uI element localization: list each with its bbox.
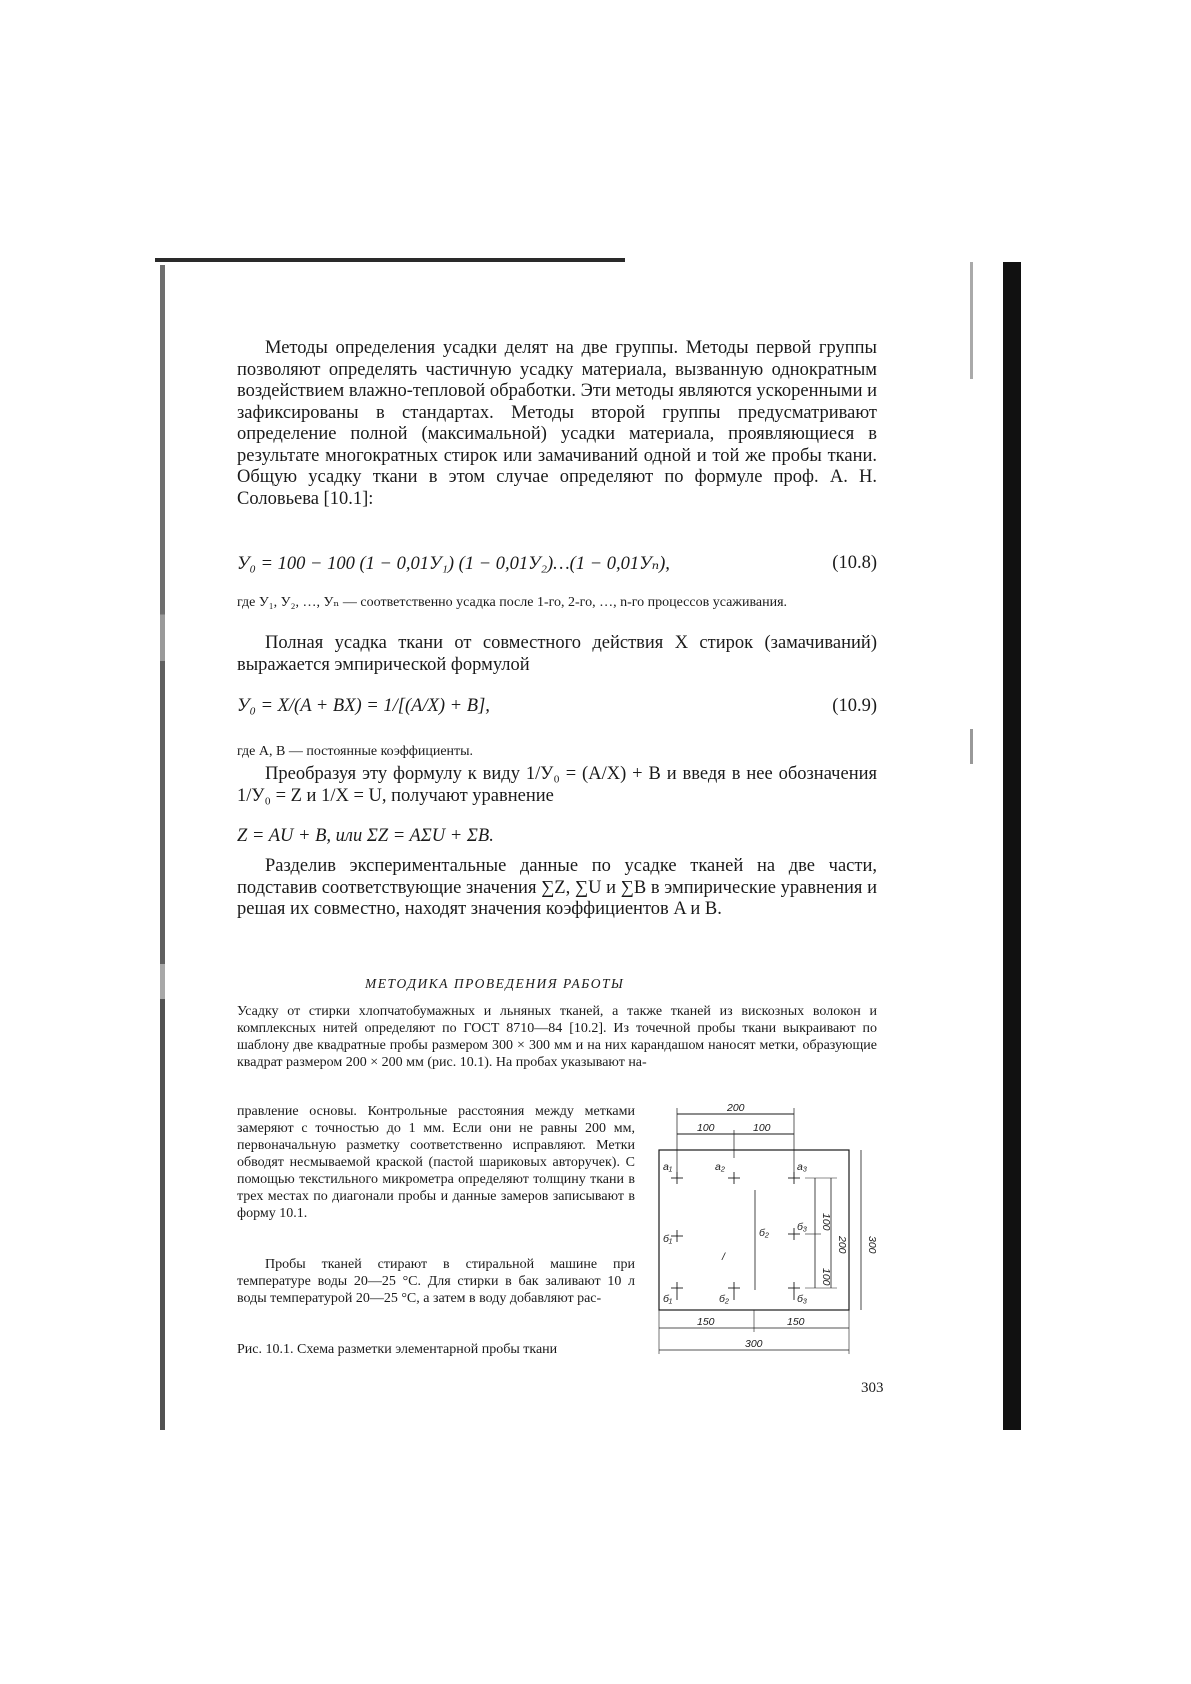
figure-sample-marking <box>655 1100 885 1360</box>
mark-a3-label: a₃ <box>797 1161 808 1173</box>
paragraph-intro: Методы определения усадки делят на две группы. Методы первой группы позволяют определять частичную усадку материала, вызванную однократным воздействием влажно-тепловой обработки. Эти методы являются ускоренными и зафиксированы в стандартах. Методы второй группы предусматривают определение полной (максимальной) усадки материала, проявляющиеся в результате многократных стирок или замачиваний одной и той же пробы ткани. Общую усадку ткани в этом случае определяют по формуле проф. А. Н. Соловьева [10.1]: <box>237 338 878 509</box>
note-equation-10-9: где A, B — постоянные коэффициенты. <box>237 744 474 759</box>
method-left-column-2: Пробы тканей стирают в стиральной машине при температуре воды 20—25 °C. Для стирки в бак заливают 10 л воды температурой 20—25 °C, а затем в воду добавляют рас- <box>237 1257 635 1306</box>
equation-10-8 <box>237 553 877 575</box>
method-intro: Усадку от стирки хлопчатобумажных и льняных тканей, а также тканей из вискозных волокон и комплексных нитей определяют по ГОСТ 8710—84 [10.2]. Из точечной пробы ткани выкраивают по шаблону две квадратные пробы размером 300 × 300 мм и на них карандашом наносят метки, образующие квадрат размером 200 × 200 мм (рис. 10.1). На пробах указывают на- <box>237 1004 877 1070</box>
equation-10-9-body: У₀ = X/(A + BX) = 1/[(A/X) + B], <box>237 696 490 716</box>
equation-linear: Z = AU + B, или ΣZ = AΣU + ΣB. <box>237 826 494 846</box>
paragraph-solve: Разделив экспериментальные данные по усадке тканей на две части, подставив соответствующие значения ∑Z, ∑U и ∑B в эмпирические уравнения и решая их совместно, находят значения коэффициентов A и B. <box>237 856 877 919</box>
mark-cross-b1 <box>671 1230 683 1242</box>
equation-10-9-number: (10.9) <box>832 696 877 716</box>
scan-artifact-left-edge <box>160 265 165 1430</box>
dim-bottom-label: 300 <box>745 1338 763 1350</box>
mark-cross-c1 <box>671 1282 683 1300</box>
equation-10-8-number: (10.8) <box>832 553 877 573</box>
mark-cross-a1 <box>671 1172 683 1184</box>
dim-right-mid-label: 200 <box>836 1236 848 1254</box>
mark-cross-a3 <box>788 1172 800 1184</box>
dim-right-inner-bottom-label: 100 <box>820 1268 832 1286</box>
mark-c1-label: б₁ <box>663 1293 673 1305</box>
note-equation-10-8: где У₁, У₂, …, Уₙ — соответственно усадка после 1-го, 2-го, …, n-го процессов усаживания. <box>237 595 788 610</box>
mark-c3-label: б₃ <box>797 1293 808 1305</box>
figure-caption: Рис. 10.1. Схема разметки элементарной пробы ткани <box>237 1342 558 1357</box>
scan-artifact-right-edge-inner <box>970 262 973 1430</box>
center-mark-label: / <box>722 1251 725 1263</box>
page-number: 303 <box>861 1380 884 1396</box>
section-heading: МЕТОДИКА ПРОВЕДЕНИЯ РАБОТЫ <box>365 976 625 991</box>
dim-bottom-right-label: 150 <box>787 1316 805 1328</box>
method-left-column: правление основы. Контрольные расстояния между метками замеряют с точностью до 1 мм. Если они не равны 200 мм, первоначальную разметку соответственно исправляют. Метки обводят несмываемой краской (пастой шариковых авторучек). С помощью текстильного микрометра определяют толщину ткани в трех местах по диагонали пробы и данные замеров записывают в форму 10.1. <box>237 1104 635 1221</box>
mark-b3-label: б₃ <box>797 1221 808 1233</box>
dim-bottom-left-label: 150 <box>697 1316 715 1328</box>
scan-artifact-top-line <box>155 258 625 262</box>
mark-a1-label: a₁ <box>663 1161 673 1173</box>
scan-artifact-right-edge <box>1003 262 1021 1430</box>
figure-sample-marking-drawing <box>655 1100 885 1360</box>
dim-top-label: 200 <box>727 1102 745 1114</box>
dim-top-right-label: 100 <box>753 1122 771 1134</box>
mark-cross-a2 <box>728 1172 740 1184</box>
dim-right-outer-label: 300 <box>866 1236 878 1254</box>
paragraph-transform: Преобразуя эту формулу к виду 1/У₀ = (A/X) + B и введя в нее обозначения 1/У₀ = Z и 1/X = U, получают уравнение <box>237 764 877 806</box>
dim-right-inner-top-label: 100 <box>820 1213 832 1231</box>
equation-10-9 <box>237 696 877 717</box>
equation-10-8-body: У₀ = 100 − 100 (1 − 0,01У₁) (1 − 0,01У₂)…(1 − 0,01Уₙ), <box>237 554 670 574</box>
mark-cross-c2 <box>728 1282 740 1300</box>
paragraph-full-shrinkage: Полная усадка ткани от совместного действия X стирок (замачиваний) выражается эмпирической формулой <box>237 633 877 675</box>
dim-top-left-label: 100 <box>697 1122 715 1134</box>
mark-b2-label: б₂ <box>759 1227 769 1239</box>
mark-a2-label: a₂ <box>715 1161 725 1173</box>
mark-b1-label: б₁ <box>663 1233 673 1245</box>
mark-c2-label: б₂ <box>719 1293 729 1305</box>
